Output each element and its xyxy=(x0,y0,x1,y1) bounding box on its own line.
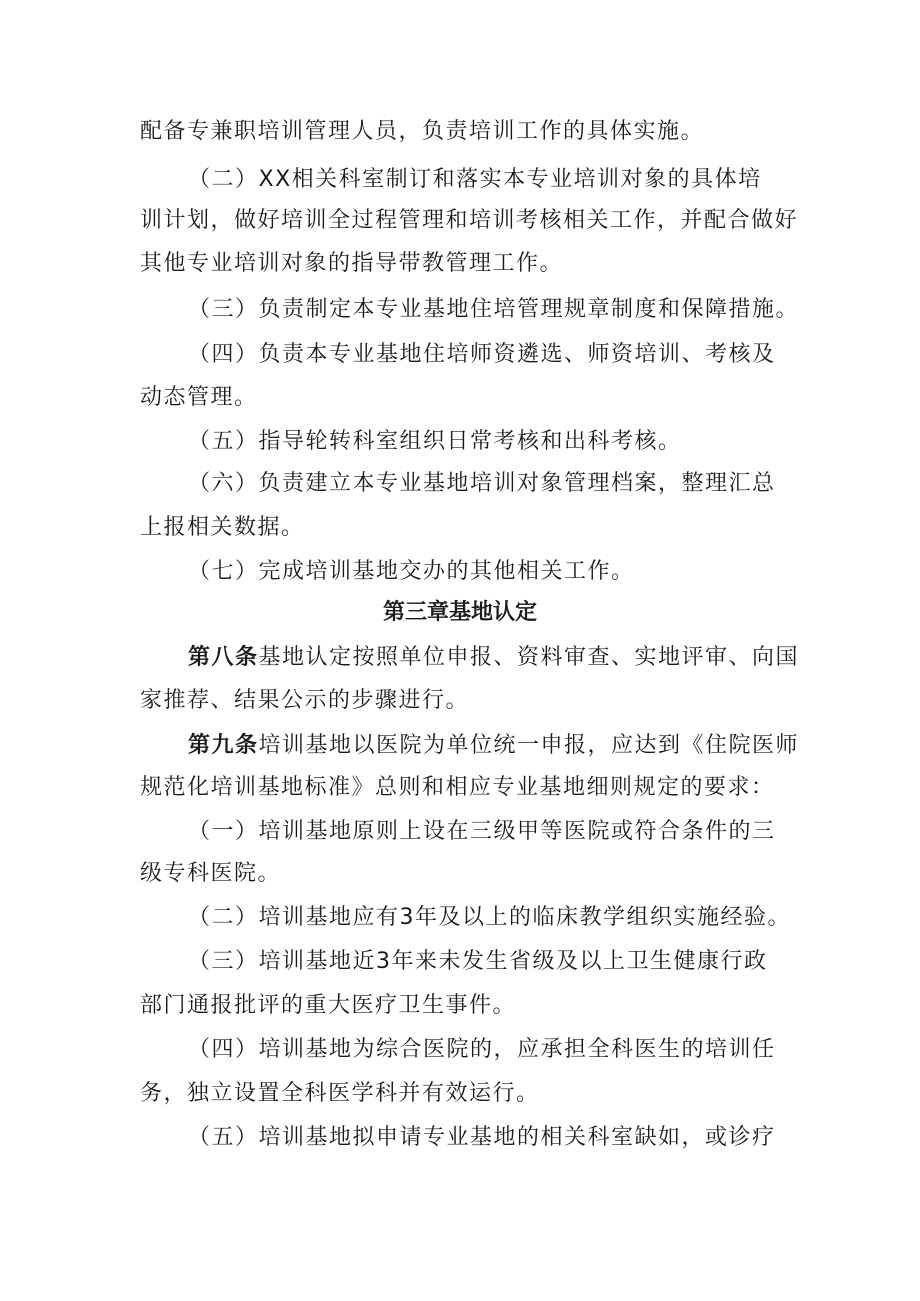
article-9-line-1 xyxy=(188,732,799,760)
article-8-line-1 xyxy=(188,644,799,672)
text-line: （四）负责本专业基地住培师资遴选、师资培训、考核及 xyxy=(188,342,776,367)
text-line: （五）指导轮转科室组织日常考核和出科考核。 xyxy=(188,429,682,454)
text-line: 规范化培训基地标准》总则和相应专业基地细则规定的要求： xyxy=(140,775,775,800)
text-line: （四）培训基地为综合医院的，应承担全科医生的培训任 xyxy=(188,1037,776,1062)
text-line: 级专科医院。 xyxy=(140,861,282,886)
article-8-text: 基地认定按照单位申报、资料审查、实地评审、向国 xyxy=(258,645,800,670)
text-line: （六）负责建立本专业基地培训对象管理档案，整理汇总 xyxy=(188,471,776,496)
text-line: （三）培训基地近3年来未发生省级及以上卫生健康行政 xyxy=(188,949,768,974)
text-line: （二）培训基地应有3年及以上的临床教学组织实施经验。 xyxy=(188,905,791,930)
text-line: （七）完成培训基地交办的其他相关工作。 xyxy=(188,559,635,584)
text-line: 上报相关数据。 xyxy=(140,515,305,540)
article-9-text: 培训基地以医院为单位统一申报，应达到《住院医师 xyxy=(258,733,800,758)
text-line: 训计划，做好培训全过程管理和培训考核相关工作，并配合做好 xyxy=(140,208,799,233)
text-line: （三）负责制定本专业基地住培管理规章制度和保障措施。 xyxy=(188,297,800,322)
chapter-title: 第三章基地认定 xyxy=(382,600,537,625)
text-line: 家推荐、结果公示的步骤进行。 xyxy=(140,688,470,713)
article-9-label: 第九条 xyxy=(188,733,259,758)
text-line: （二）XX相关科室制订和落实本专业培训对象的具体培 xyxy=(188,167,762,192)
text-line: 动态管理。 xyxy=(140,385,258,410)
text-line: 务，独立设置全科医学科并有效运行。 xyxy=(140,1081,540,1106)
text-line: 配备专兼职培训管理人员，负责培训工作的具体实施。 xyxy=(140,119,705,144)
article-8-label: 第八条 xyxy=(188,645,259,670)
text-line: （五）培训基地拟申请专业基地的相关科室缺如，或诊疗 xyxy=(188,1125,776,1150)
text-line: 其他专业培训对象的指导带教管理工作。 xyxy=(140,251,564,276)
text-line: 部门通报批评的重大医疗卫生事件。 xyxy=(140,993,517,1018)
text-line: （一）培训基地原则上设在三级甲等医院或符合条件的三 xyxy=(188,819,776,844)
